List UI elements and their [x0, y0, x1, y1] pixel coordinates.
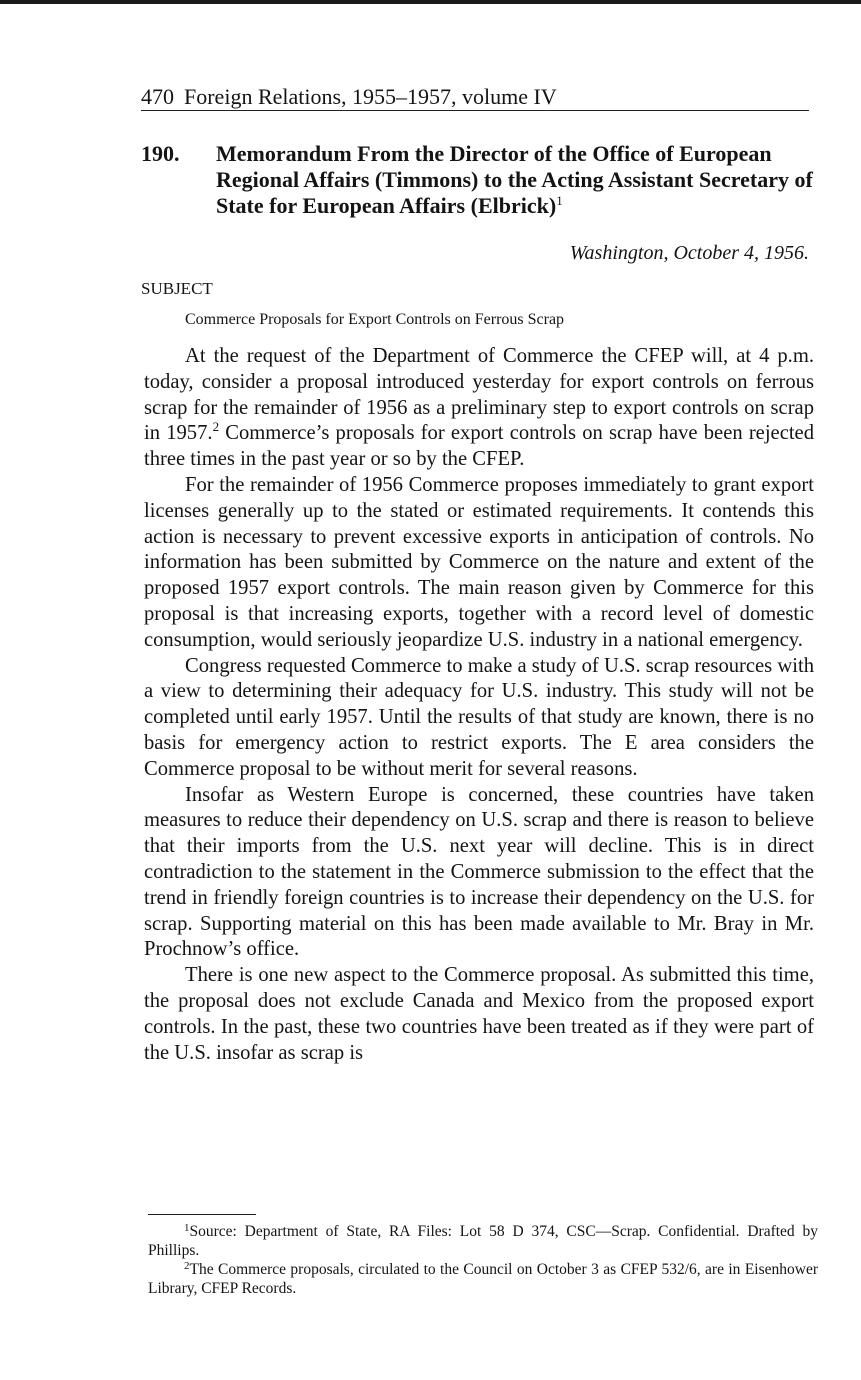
footnote-2-text: The Commerce proposals, circulated to the Council on October 3 as CFEP 532/6, are in Eisenhower Library, CFEP Records.: [148, 1261, 818, 1297]
footnote-1-marker: 1: [184, 1222, 190, 1234]
footnote-1: [148, 1222, 818, 1260]
footnote-2-marker: 2: [184, 1260, 190, 1272]
page-top-edge: [0, 0, 861, 4]
paragraph-3: Congress requested Commerce to make a study of U.S. scrap resources with a view to determining their adequacy for U.S. industry. This study will not be completed until early 1957. Until the results of that study are known, there is no basis for emergency action to restrict exports. The E area considers the Commerce proposal to be without merit for several reasons.: [144, 654, 814, 780]
series-title: Foreign Relations, 1955–1957, volume IV: [184, 84, 557, 109]
page-number: 470: [141, 84, 174, 109]
paragraph-1: [144, 344, 814, 473]
paragraph-4: Insofar as Western Europe is concerned, these countries have taken measures to reduce their dependency on U.S. scrap and there is reason to believe that their imports from the U.S. next year will decline. This is in direct contradiction to the statement in the Commerce submission to the effect that the trend in friendly foreign countries is to increase their dependency on the U.S. for scrap. Supporting material on this has been made available to Mr. Bray in Mr. Prochnow’s office.: [144, 783, 814, 961]
paragraph-2: For the remainder of 1956 Commerce proposes immediately to grant export licenses generally up to the stated or estimated requirements. It contends this action is necessary to prevent excessive exports in anticipation of controls. No information has been submitted by Commerce on the nature and extent of the proposed 1957 export controls. The main reason given by Commerce for this proposal is that increasing exports, together with a record level of domestic consumption, would seriously jeopardize U.S. industry in a national emergency.: [144, 473, 814, 651]
footnote-ref-2: 2: [212, 419, 220, 435]
paragraph-5: There is one new aspect to the Commerce proposal. As submitted this time, the proposal does not exclude Canada and Mexico from the proposed export controls. In the past, these two countries have been treated as if they were part of the U.S. insofar as scrap is: [144, 964, 814, 1064]
footnote-1-text: Source: Department of State, RA Files: Lot 58 D 374, CSC—Scrap. Confidential. Drafted by Phillips.: [148, 1223, 818, 1259]
document-title-text: Memorandum From the Director of the Office of European Regional Affairs (Timmons) to the Acting Assistant Secretary of State for European Affairs (Elbrick): [216, 141, 813, 218]
subject-label: SUBJECT: [141, 279, 213, 298]
document-number: 190.: [141, 141, 180, 166]
paragraph-1-part-1: At the request of the Department of Commerce the CFEP will, at 4 p.m. today, consider a proposal introduced yesterday for export controls on ferrous scrap for the remainder of 1956 as a preliminary step to export controls on scrap in 1957.: [144, 345, 814, 445]
subject-text: Commerce Proposals for Export Controls on Ferrous Scrap: [185, 311, 565, 328]
footnote-ref-1: 1: [556, 193, 563, 208]
running-head: [141, 84, 809, 111]
memo-body: [144, 344, 814, 1066]
dateline: Washington, October 4, 1956.: [569, 242, 809, 264]
footnote-2: [148, 1260, 818, 1298]
footnotes: [148, 1222, 818, 1298]
footnote-divider: [148, 1214, 256, 1215]
document-title: [216, 141, 816, 219]
paragraph-1-part-2: Commerce’s proposals for export controls on scrap have been rejected three times in the past year or so by the CFEP.: [144, 422, 814, 471]
